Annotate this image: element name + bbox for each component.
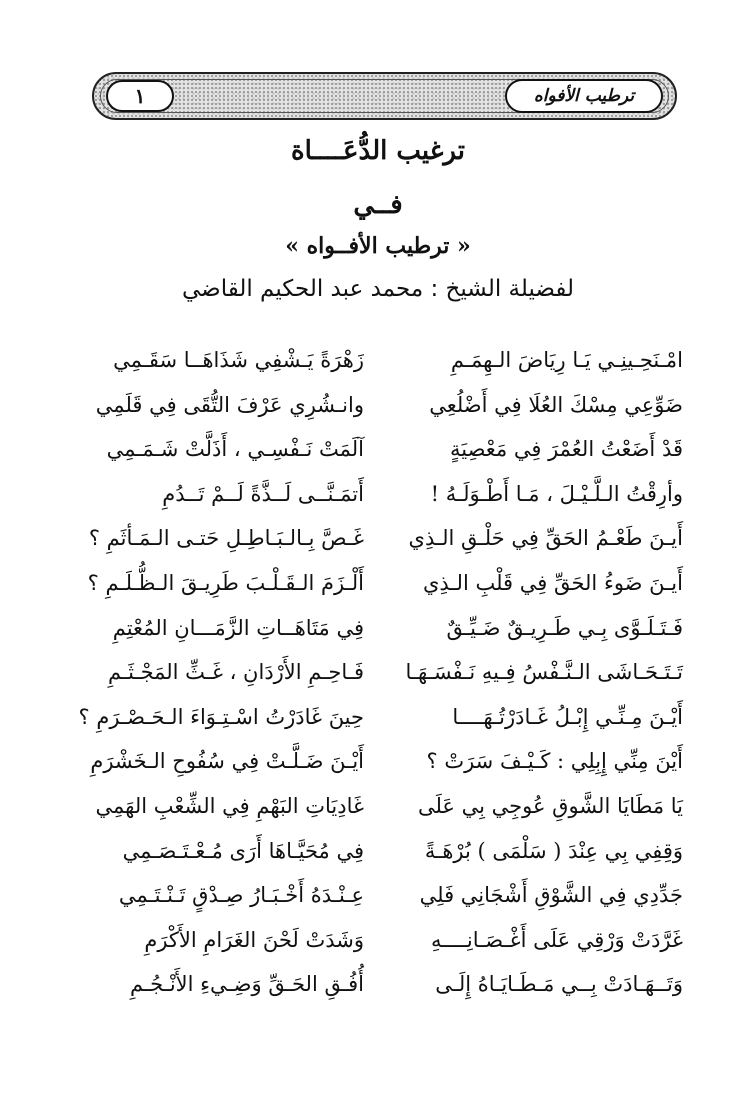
verse-second-hemistich: فَـاحِـمِ الأَرْدَانِ ، غَـثِّ المَجْـثَـمِ — [107, 660, 364, 685]
verse-first-hemistich: أَيـنَ طَعْـمُ الحَقِّ فِي حَلْـقِ الـذِي — [408, 526, 683, 551]
verse-line — [0, 608, 756, 648]
verse-first-hemistich: غَرَّدَتْ وَرْقِي عَلَى أَغْـصَـانِــــهِ — [431, 927, 683, 952]
verse-line — [0, 831, 756, 871]
verse-first-hemistich: قَدْ أَضَعْتُ العُمْرَ فِي مَعْصِيَةٍ — [450, 437, 683, 462]
verse-line — [0, 875, 756, 915]
title-connector: فــي — [353, 190, 403, 220]
verse-line — [0, 340, 756, 380]
verse-line — [0, 920, 756, 960]
verse-first-hemistich: جَدِّدِي فِي الشَّوْقِ أَشْجَانِي فَلِي — [419, 883, 683, 908]
verse-first-hemistich: فَـتَـلَـوَّى بِـي طَـرِيـقٌ ضَـيِّـقٌ — [446, 615, 683, 640]
poem-subtitle: « ترطيب الأفــواه » — [285, 233, 471, 259]
verse-line — [0, 964, 756, 1004]
verse-line — [0, 474, 756, 514]
verse-second-hemistich: غَـصَّ بِـالـبَـاطِـلِ حَتـى الـمَـأثَمِ ؟ — [88, 526, 364, 551]
verse-line — [0, 518, 756, 558]
verse-first-hemistich: تَـتَـحَـاشَى الـنَّـفْسُ فِـيهِ نَـفْسَـهَـا — [405, 660, 683, 685]
verse-second-hemistich: زَهْرَةً يَـشْفِي شَذَاهَــا سَقَـمِي — [113, 348, 364, 372]
verse-second-hemistich: وَشَدَتْ لَحْنَ الغَرَامِ الأَكْرَمِ — [144, 927, 364, 952]
verse-first-hemistich: أَيْنَ مِنِّي إِبِلِي : كَـيْـفَ سَرَتْ ؟ — [426, 749, 683, 774]
verse-line — [0, 385, 756, 425]
page-number: ١ — [106, 80, 174, 112]
verse-first-hemistich: أَيـنَ ضَوءُ الحَقِّ فِي قَلْبِ الـذِي — [422, 571, 683, 595]
verse-second-hemistich: فِي مَتَاهَــاتِ الزَّمَـــانِ المُعْتِمِ — [112, 615, 364, 640]
verse-line — [0, 563, 756, 603]
verse-line — [0, 786, 756, 826]
verse-first-hemistich: وأرِقْتُ الـلَّـيْـلَ ، مَـا أَطْـوَلَـهُ ! — [430, 481, 683, 506]
verse-first-hemistich: وَقِفِي بِي عِنْدَ ( سَلْمَى ) بُرْهَـةً — [424, 838, 683, 863]
verse-second-hemistich: أَيْـنَ ضَـلَّـتْ فِي سُفُوحِ الـخَشْرَمِ — [90, 749, 364, 774]
verse-second-hemistich: أَتمَـنَّــى لَــذَّةً لَــمْ تَــدُمِ — [162, 481, 364, 506]
verse-second-hemistich: عِـنْـدَهُ أَخْـبَـارُ صِـدْقٍ تَـنْـتَـمِي — [118, 883, 364, 908]
verse-second-hemistich: حِينَ غَادَرْتُ اسْـتِـوَاءَ الـحَـصْـرَمِ ؟ — [78, 704, 364, 729]
verse-second-hemistich: وانـشُرِي عَرْفَ التُّقَى فِي قَلَمِي — [95, 392, 364, 417]
verse-first-hemistich: ضَوِّعِي مِسْكَ العُلَا فِي أَضْلُعِي — [429, 392, 683, 417]
running-title: ترطيب الأفواه — [505, 79, 663, 113]
verse-line — [0, 652, 756, 692]
verse-line — [0, 741, 756, 781]
poem-title: ترغيب الدُّعَــــاة — [291, 136, 465, 166]
verse-second-hemistich: أُفُـقِ الحَـقِّ وَضِـيءِ الأَنْـجُـمِ — [129, 972, 364, 997]
author-line: لفضيلة الشيخ : محمد عبد الحكيم القاضي — [182, 276, 574, 302]
verse-second-hemistich: فِي مُحَيَّـاهَا أَرَى مُـعْـتَـصَـمِي — [122, 838, 364, 863]
verse-first-hemistich: امْـنَحِـينِـي يَـا رِيَاضَ الـهِمَـمِ — [450, 348, 683, 372]
verse-second-hemistich: غَادِيَاتِ البَهْمِ فِي الشِّعْبِ الهَمِي — [95, 794, 364, 818]
verse-first-hemistich: وَتَــهَـادَتْ بِــي مَـطَـايَـاهُ إِلَـى — [435, 972, 683, 997]
verse-first-hemistich: أَيْـنَ مِـنِّـي إِبْـلُ غَـادَرْتُـهَــــا — [452, 704, 683, 729]
verse-second-hemistich: أَلْـزَمَ الـقَـلْـبَ طَرِيـقَ الـظُّـلَـمِ ؟ — [87, 571, 364, 595]
verse-line — [0, 697, 756, 737]
verse-second-hemistich: آلَمَتْ نَـفْسِـي ، أَذَلَّتْ شَـمَـمِي — [106, 437, 364, 462]
verse-line — [0, 429, 756, 469]
verse-first-hemistich: يَا مَطَايَا الشَّوقِ عُوجِي بِي عَلَى — [417, 794, 683, 818]
